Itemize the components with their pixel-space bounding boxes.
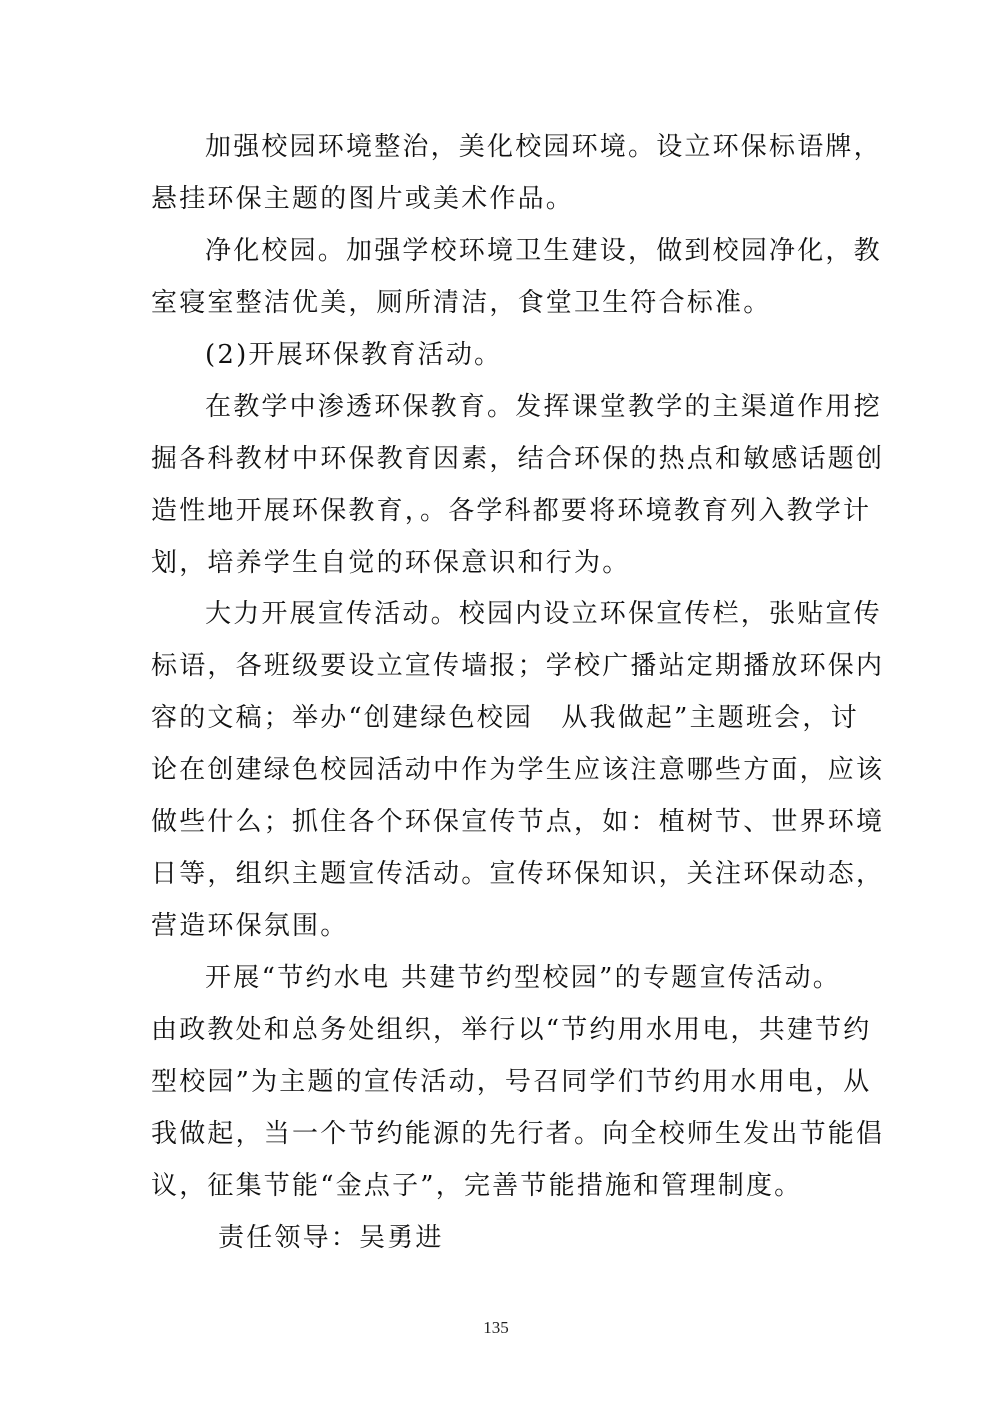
paragraph-5-line-4: 论在创建绿色校园活动中作为学生应该注意哪些方面，应该: [151, 755, 885, 785]
paragraph-6-line-1: 开展“节约水电 共建节约型校园”的专题宣传活动。: [205, 963, 841, 993]
paragraph-5-line-3: 容的文稿；举办“创建绿色校园 从我做起”主题班会，讨: [151, 703, 859, 733]
paragraph-4-line-4: 划，培养学生自觉的环保意识和行为。: [151, 548, 631, 578]
paragraph-4-line-3: 造性地开展环保教育，。各学科都要将环境教育列入教学计: [151, 496, 872, 526]
responsible-leader: 责任领导：吴勇进: [218, 1223, 444, 1253]
paragraph-6-line-4: 我做起，当一个节约能源的先行者。向全校师生发出节能倡: [151, 1119, 885, 1149]
paragraph-5-line-5: 做些什么；抓住各个环保宣传节点，如：植树节、世界环境: [151, 807, 885, 837]
paragraph-2-line-1: 净化校园。加强学校环境卫生建设，做到校园净化，教: [205, 236, 882, 266]
section-heading: (2)开展环保教育活动。: [205, 340, 503, 370]
paragraph-6-line-3: 型校园”为主题的宣传活动，号召同学们节约用水用电，从: [151, 1067, 872, 1097]
paragraph-5-line-7: 营造环保氛围。: [151, 911, 349, 941]
paragraph-2-line-2: 室寝室整洁优美，厕所清洁，食堂卫生符合标准。: [151, 288, 772, 318]
paragraph-6-line-2: 由政教处和总务处组织，举行以“节约用水用电，共建节约: [151, 1015, 872, 1045]
paragraph-4-line-2: 掘各科教材中环保教育因素，结合环保的热点和敏感话题创: [151, 444, 885, 474]
paragraph-6-line-5: 议，征集节能“金点子”，完善节能措施和管理制度。: [151, 1171, 803, 1201]
paragraph-4-line-1: 在教学中渗透环保教育。发挥课堂教学的主渠道作用挖: [205, 392, 882, 422]
paragraph-1-line-1: 加强校园环境整治，美化校园环境。设立环保标语牌，: [205, 132, 882, 162]
paragraph-5-line-2: 标语，各班级要设立宣传墙报；学校广播站定期播放环保内: [151, 651, 885, 681]
page-number: 135: [483, 1318, 509, 1337]
paragraph-5-line-1: 大力开展宣传活动。校园内设立环保宣传栏，张贴宣传: [205, 599, 882, 629]
paragraph-1-line-2: 悬挂环保主题的图片或美术作品。: [151, 184, 575, 214]
paragraph-5-line-6: 日等，组织主题宣传活动。宣传环保知识，关注环保动态，: [151, 859, 885, 889]
